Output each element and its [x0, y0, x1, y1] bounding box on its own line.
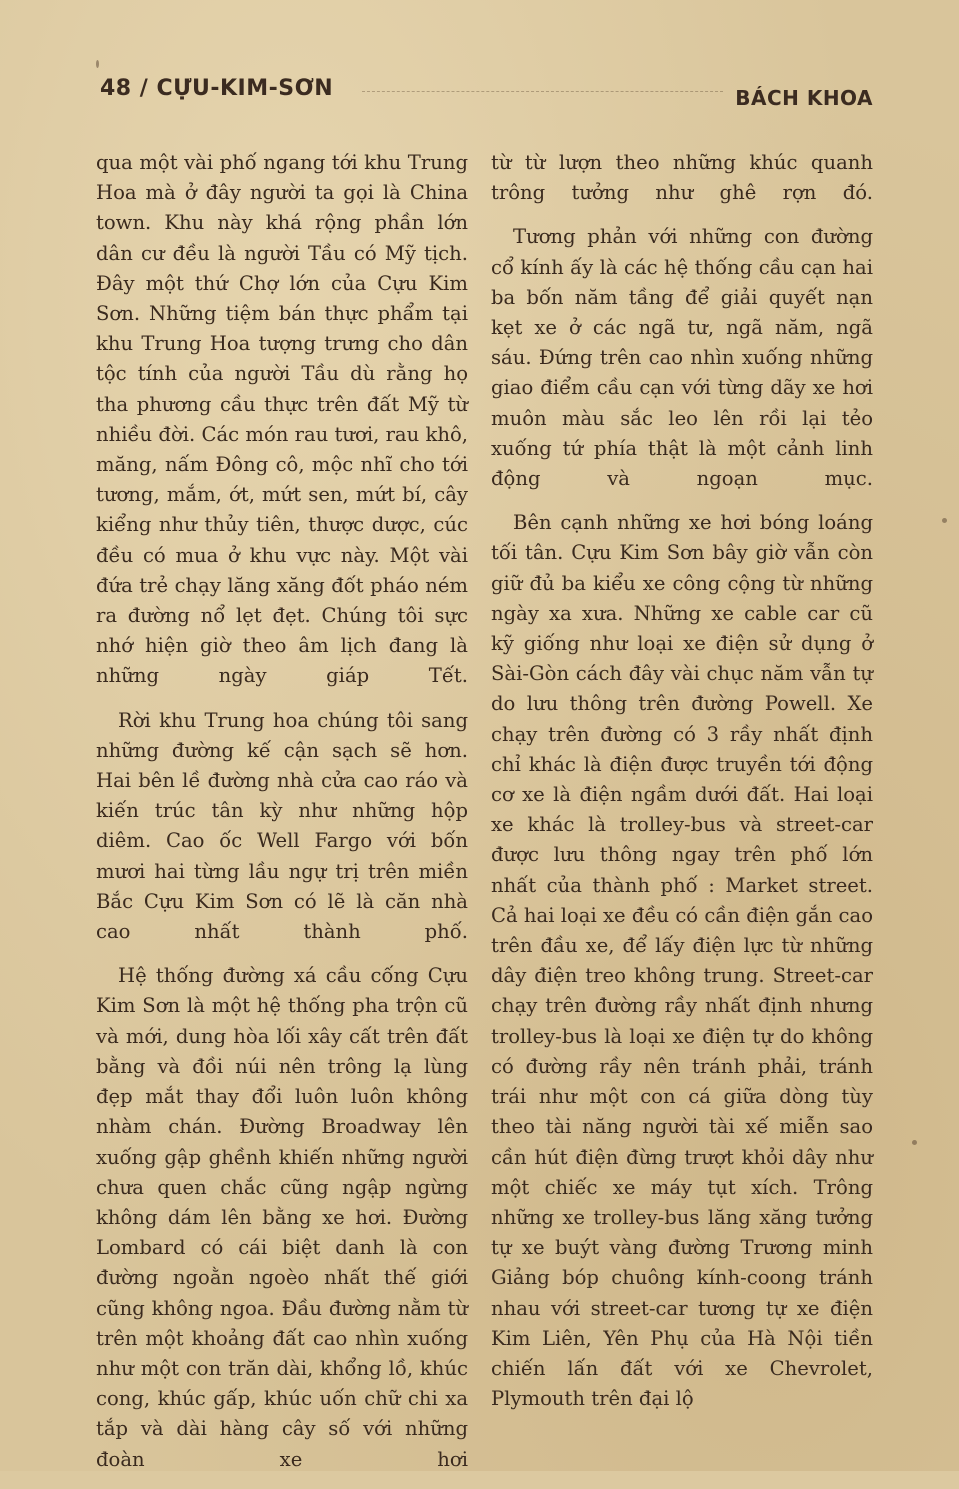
paragraph: Bên cạnh những xe hơi bóng loáng tối tân. Cựu Kim Sơn bây giờ vẫn còn giữ đủ ba kiểu xe công cộng từ những ngày xa xưa. Những xe cable car cũ kỹ giống như loại xe điện sử dụng ở Sài-Gòn cách đây vài chục năm vẫn tự do lưu thông trên đường Powell. Xe chạy trên đường có 3 rầy nhất định chỉ khác là điện được truyền tới động cơ xe là điện ngầm dưới đất. Hai loại xe khác là trolley-bus và street-car được lưu thông ngay trên phố lớn nhất của thành phố : Market street. Cả hai loại xe đều có cần điện gắn cao trên đầu xe, để lấy điện lực từ những dây điện treo không trung. Street-car chạy trên đường rầy nhất định nhưng trolley-bus là loại xe điện tự do không có đường rầy nên tránh phải, tránh trái như một con cá giữa dòng tùy theo tài năng người tài xế miễn sao cần hút điện đừng trượt khỏi dây như một chiếc xe máy tụt xích. Trông những xe trolley-bus lăng xăng tưởng tự xe buýt vàng đường Trương minh Giảng bóp chuông kính-coong tránh nhau với street-car tương tự xe điện Kim Liên, Yên Phụ của Hà Nội tiền chiến lấn đất với xe Chevrolet, Plymouth trên đại lộ	[491, 511, 873, 1411]
header-rule	[362, 91, 723, 92]
running-head-right: BÁCH KHOA	[735, 86, 873, 110]
paper-speck	[96, 60, 99, 68]
paragraph: Rời khu Trung hoa chúng tôi sang những đường kế cận sạch sẽ hơn. Hai bên lề đường nhà cửa cao ráo và kiến trúc tân kỳ như những hộp diêm. Cao ốc Well Fargo với bốn mươi hai từng lầu ngự trị trên miền Bắc Cựu Kim Sơn có lẽ là căn nhà cao nhất thành phố.	[96, 708, 468, 944]
running-head-left: 48 / CỰU-KIM-SƠN	[100, 76, 334, 101]
paper-speck	[912, 1140, 917, 1145]
left-column	[96, 148, 468, 1489]
paragraph: từ từ lượn theo những khúc quanh trông tưởng như ghê rợn đó.	[491, 151, 873, 205]
page-header	[100, 76, 873, 112]
paragraph: qua một vài phố ngang tới khu Trung Hoa mà ở đây người ta gọi là China town. Khu này khá rộng phần lớn dân cư đều là người Tầu có Mỹ tịch. Đây một thứ Chợ lớn của Cựu Kim Sơn. Những tiệm bán thực phẩm tại khu Trung Hoa tượng trưng cho dân tộc tính của người Tầu dù rằng họ tha phương cầu thực trên đất Mỹ từ nhiều đời. Các món rau tươi, rau khô, măng, nấm Đông cô, mộc nhĩ cho tới tương, mắm, ớt, mứt sen, mứt bí, cây kiểng như thủy tiên, thược dược, cúc đều có mua ở khu vực này. Một vài đứa trẻ chạy lăng xăng đốt pháo ném ra đường nổ lẹt đẹt. Chúng tôi sực nhớ hiện giờ theo âm lịch đang là những ngày giáp Tết.	[96, 151, 468, 688]
paper-speck	[942, 518, 947, 523]
paragraph: Hệ thống đường xá cầu cống Cựu Kim Sơn là một hệ thống pha trộn cũ và mới, dung hòa lối xây cất trên đất bằng và đồi núi nên trông lạ lùng đẹp mắt thay đổi luôn luôn không nhàm chán. Đường Broadway lên xuống gập ghềnh khiến những người chưa quen chắc cũng ngập ngừng không dám lên bằng xe hơi. Đường Lombard có cái biệt danh là con đường ngoằn ngoèo nhất thế giới cũng không ngoa. Đầu đường nằm từ trên một khoảng đất cao nhìn xuống như một con trăn dài, khổng lồ, khúc cong, khúc gấp, khúc uốn chữ chi xa tắp và dài hàng cây số với những đoàn xe hơi	[96, 964, 468, 1471]
paragraph: Tương phản với những con đường cổ kính ấy là các hệ thống cầu cạn hai ba bốn năm tầng để giải quyết nạn kẹt xe ở các ngã tư, ngã năm, ngã sáu. Đứng trên cao nhìn xuống những giao điểm cầu cạn với từng dãy xe hơi muôn màu sắc leo lên rồi lại tẻo xuống tứ phía thật là một cảnh linh động và ngoạn mục.	[491, 225, 873, 491]
right-column	[491, 148, 873, 1428]
